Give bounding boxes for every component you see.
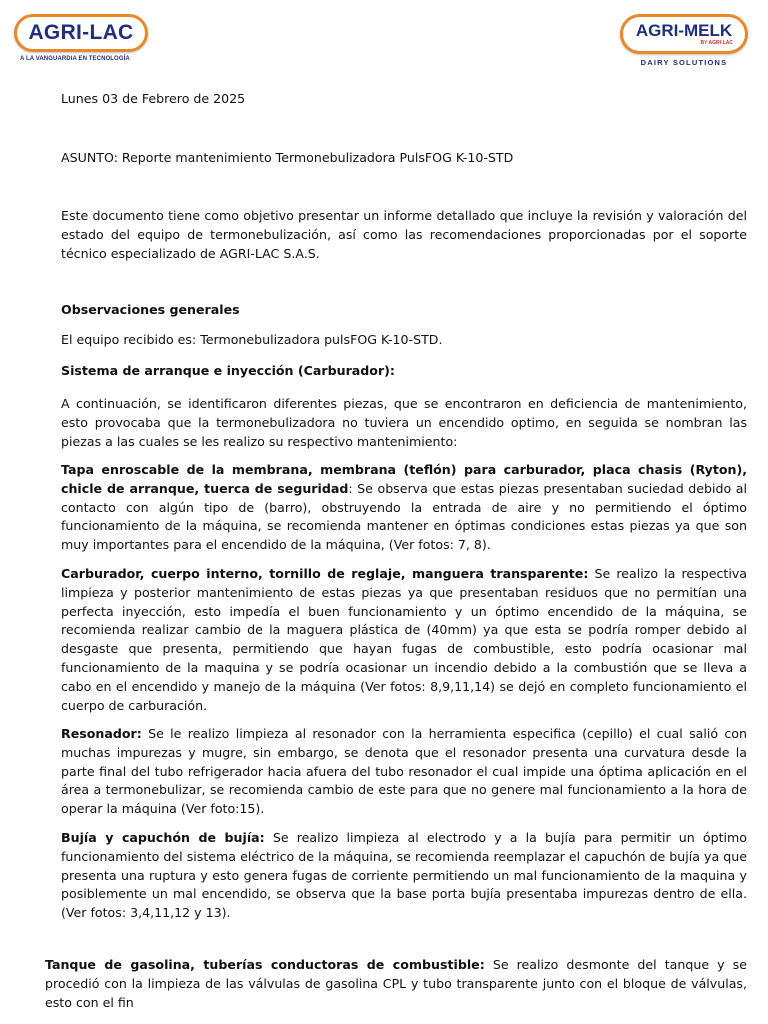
item-paragraph-1	[61, 461, 747, 555]
tank-text: Se realizo desmonte del tanque y se procedió con la limpieza de las válvulas de gasolina CPL y tubo transparente junto con el bloque de válvulas, esto con el fin	[45, 957, 747, 1010]
general-observations-heading-text: Observaciones generales	[61, 302, 240, 317]
system-heading	[61, 362, 747, 381]
document-date: Lunes 03 de Febrero de 2025	[61, 91, 246, 106]
item-text: Se realizo limpieza al electrodo y a la bujía para permitir un óptimo funcionamiento del sistema eléctrico de la máquina, se recomienda reemplazar el capuchón de bujía ya que presenta una ruptura y esto genera fugas de corriente permitiendo un mal funcionamiento de la maquina y posiblemente un mal encendido, se observa que la base porta bujía presentaba impurezas dentro de ella. (Ver fotos: 3,4,11,12 y 13).	[61, 830, 747, 921]
item-title: Tapa enroscable de la membrana, membrana (teflón) para carburador, placa chasis (Ryton), chicle de arranque, tuerca de seguridad	[61, 462, 747, 496]
document-subject: ASUNTO: Reporte mantenimiento Termonebulizadora PulsFOG K-10-STD	[61, 150, 514, 165]
agri-melk-logo-by: BY AGRI-LAC	[700, 40, 733, 46]
agri-melk-logo	[620, 14, 754, 67]
item-title: Carburador, cuerpo interno, tornillo de reglaje, manguera transparente:	[61, 566, 589, 581]
agri-melk-logo-badge	[620, 14, 748, 54]
agri-lac-tagline: A LA VANGUARDIA EN TECNOLOGÍA	[20, 56, 130, 62]
item-paragraph-3	[61, 725, 747, 819]
document-intro: Este documento tiene como objetivo presentar un informe detallado que incluye la revisión y valoración del estado del equipo de termonebulización, así como las recomendaciones proporcionadas por el soporte técnico especializado de AGRI-LAC S.A.S.	[61, 208, 747, 261]
item-title: Bujía y capuchón de bujía:	[61, 830, 265, 845]
agri-melk-logo-text: AGRI-MELK	[635, 21, 733, 40]
general-observations-heading	[61, 301, 747, 320]
agri-lac-logo-text: AGRI-LAC	[28, 21, 134, 44]
item-title: Resonador:	[61, 726, 142, 741]
agri-melk-tagline: DAIRY SOLUTIONS	[640, 58, 728, 67]
agri-lac-logo	[14, 14, 152, 62]
item-text: Se realizo la respectiva limpieza y posterior mantenimiento de estas piezas ya que presentaban residuos que no permitían una perfecta inyección, esto impedía el buen funcionamiento y un óptimo encendido de la máquina, se recomienda realizar cambio de la maguera plástica de (40mm) ya que esta se podría romper debido al desgaste que presenta, permitiendo que hayan fugas de combustible, esto podría ocasionar mal funcionamiento de la maquina y se podría ocasionar un incendio debido a la combustión que se lleva a cabo en el encendido y manejo de la máquina (Ver fotos: 8,9,11,14) se dejó en completo funcionamiento el cuerpo de carburación.	[61, 566, 747, 713]
agri-lac-logo-badge	[14, 14, 148, 52]
item-text: : Se observa que estas piezas presentaban suciedad debido al contacto con algún tipo de (barro), obstruyendo la entrada de aire y no permitiendo el óptimo funcionamiento de la máquina, se recomienda mantener en óptimas condiciones estas piezas ya que son muy importantes para el encendido de la máquina, (Ver fotos: 7, 8).	[61, 480, 748, 553]
item-text: Se le realizo limpieza al resonador con la herramienta especifica (cepillo) el cual salió con muchas impurezas y mugre, sin embargo, se denota que el resonador presenta una curvatura desde la parte final del tubo refrigerador hacia afuera del tubo resonador el cual impide una óptima aplicación en el área a termonebulizar, se recomienda cambio de este para que no genere mal funcionamiento a la hora de operar la máquina (Ver foto:15).	[61, 726, 747, 817]
tank-paragraph	[45, 956, 747, 1012]
tank-title: Tanque de gasolina, tuberías conductoras de combustible:	[45, 957, 485, 972]
system-heading-text: Sistema de arranque e inyección (Carburador):	[61, 363, 395, 378]
item-paragraph-4	[61, 829, 747, 923]
system-intro: A continuación, se identificaron diferentes piezas, que se encontraron en deficiencia de mantenimiento, esto provocaba que la termonebulizadora no tuviera un encendido optimo, en seguida se nombran las piezas a las cuales se les realizo su respectivo mantenimiento:	[61, 396, 747, 449]
equipment-line: El equipo recibido es: Termonebulizadora pulsFOG K-10-STD.	[61, 332, 443, 347]
item-paragraph-2	[61, 565, 747, 715]
